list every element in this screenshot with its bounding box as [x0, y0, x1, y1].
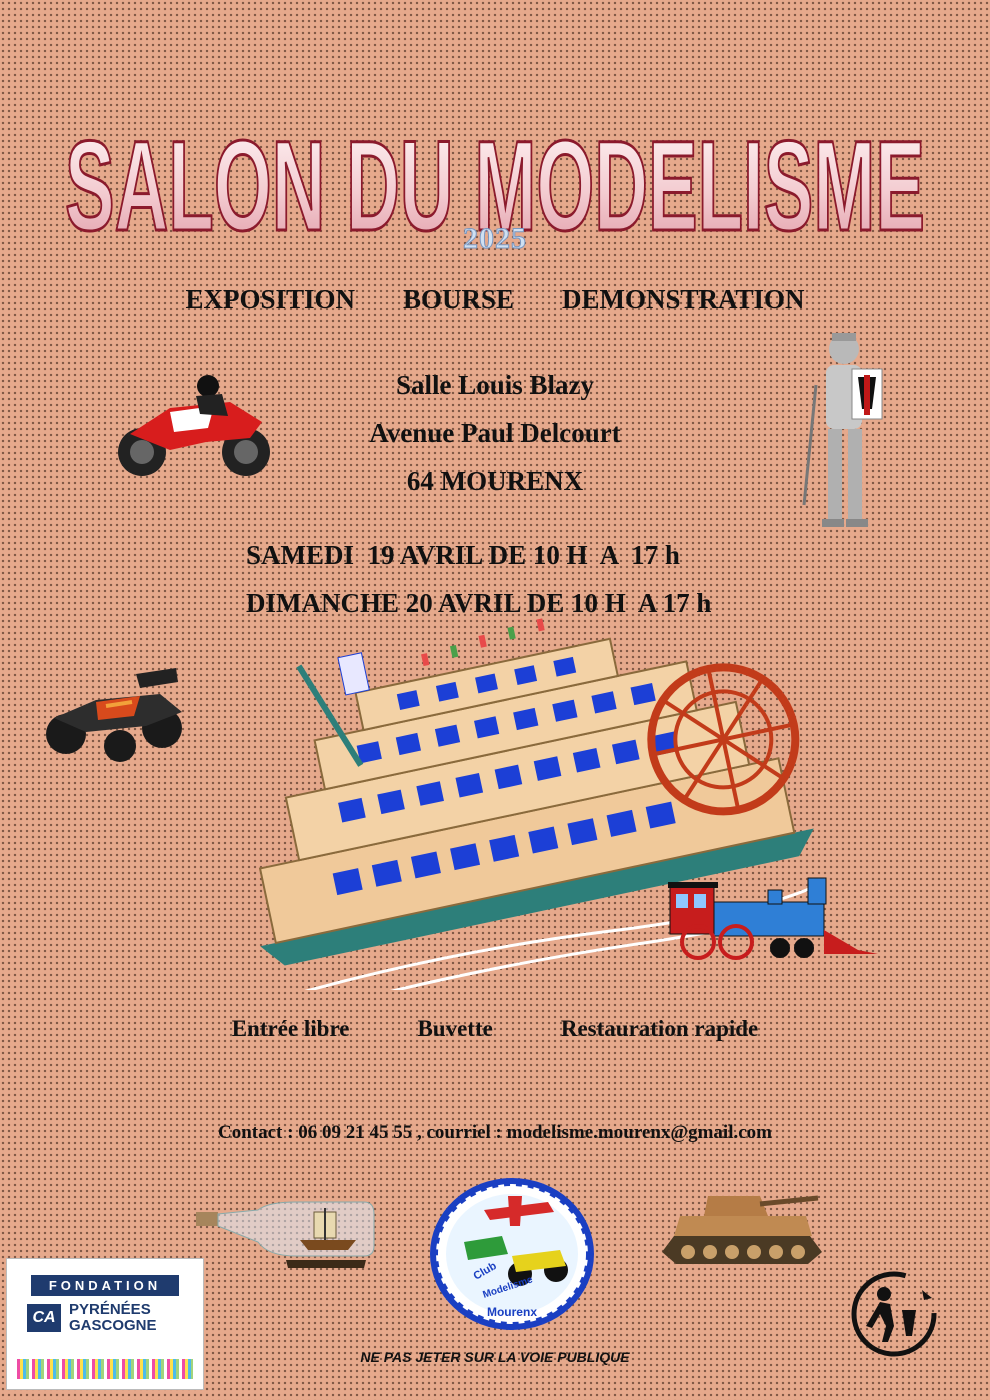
contact-line: Contact : 06 09 21 45 55 , courriel : modelisme.mourenx@gmail.com	[218, 1122, 772, 1143]
sponsor-line2: PYRÉNÉES	[69, 1301, 151, 1318]
knight-icon	[798, 325, 898, 540]
tank-icon	[660, 1186, 824, 1268]
amenities-row	[0, 1016, 990, 1042]
sponsor-line3: GASCOGNE	[69, 1317, 157, 1334]
club-logo	[428, 1176, 596, 1332]
amenity-entry: Entrée libre	[231, 1016, 350, 1041]
club-logo-line1: Club	[471, 1259, 499, 1283]
feature-demonstration: DEMONSTRATION	[562, 284, 805, 314]
sponsor-line1: FONDATION	[31, 1275, 179, 1296]
ship-in-bottle-icon	[196, 1196, 376, 1274]
date-saturday: SAMEDI 19 AVRIL DE 10 H A 17 h	[246, 540, 680, 570]
recycle-icon	[850, 1270, 938, 1358]
venue-hall: Salle Louis Blazy	[395, 370, 595, 400]
amenity-food: Restauration rapide	[560, 1016, 759, 1041]
poster-title-text: SALON DU MODELISME	[65, 115, 925, 258]
amenity-bar: Buvette	[417, 1016, 493, 1041]
buggy-icon	[36, 660, 192, 764]
venue-city: 64 MOURENX	[406, 466, 584, 496]
sponsor-name	[69, 1302, 157, 1334]
club-logo-line3: Mourenx	[486, 1305, 538, 1319]
feature-exposition: EXPOSITION	[185, 284, 355, 314]
feature-bourse: BOURSE	[402, 284, 515, 314]
footer-notice: NE PAS JETER SUR LA VOIE PUBLIQUE	[360, 1349, 630, 1365]
club-logo-line2: Modelisme	[481, 1274, 535, 1301]
year-label: 2025	[463, 222, 527, 255]
venue-street: Avenue Paul Delcourt	[369, 418, 621, 448]
locomotive-icon	[668, 874, 880, 964]
sponsor-logo	[6, 1258, 204, 1390]
features-row	[0, 284, 990, 315]
date-sunday: DIMANCHE 20 AVRIL DE 10 H A 17 h	[246, 588, 712, 618]
sponsor-body	[27, 1302, 183, 1334]
motorcycle-icon	[110, 372, 278, 484]
sponsor-mark: CA	[27, 1304, 61, 1332]
